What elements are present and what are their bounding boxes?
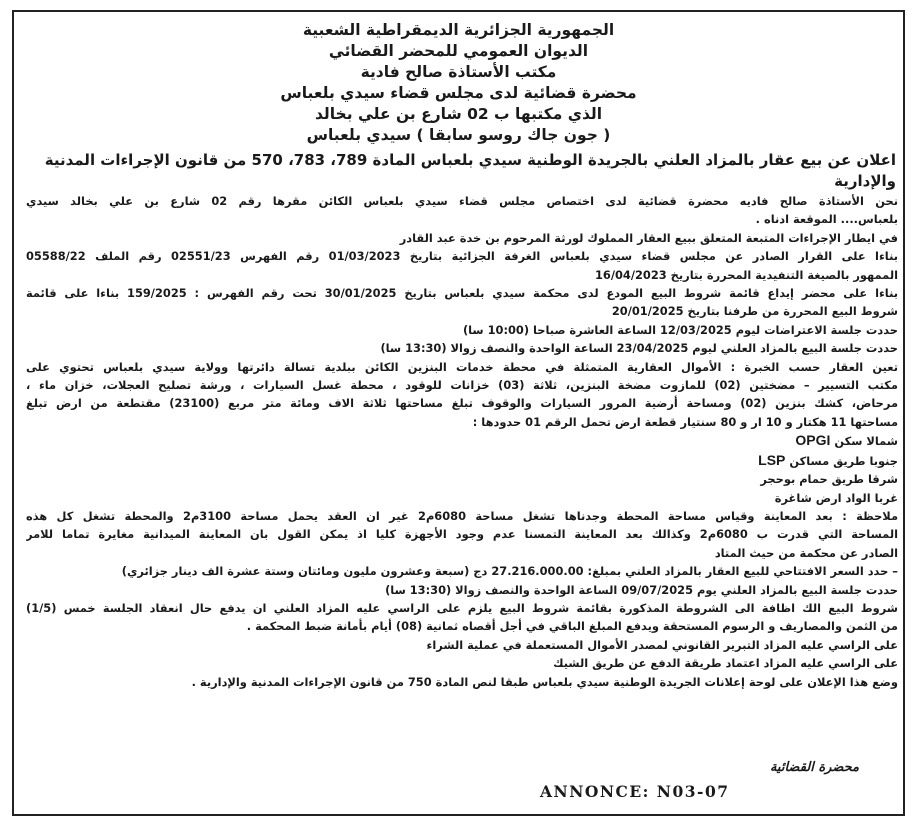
property-line-4: مساحتها 11 هكتار و 10 ار و 80 سنتيار قطعة ارض تحمل الرقم 01 حدودها : bbox=[472, 414, 898, 429]
border-west: غربا الواد ارض شاغرة bbox=[774, 490, 898, 505]
header-bailiff-office: مكتب الأستاذة صالح فادية bbox=[360, 63, 557, 81]
note-line-3: الصادر عن محكمة من حيث المتاد bbox=[714, 545, 898, 560]
border-east: شرقا طريق حمام بوحجر bbox=[760, 472, 898, 487]
border-south bbox=[26, 451, 898, 470]
deposit-line-2: شروط البيع المحررة من طرفنا بتاريخ 20/01/2025 bbox=[611, 304, 898, 319]
border-north bbox=[26, 431, 898, 450]
objection-session-line: حددت جلسة الاعتراضات ليوم 12/03/2025 الساعة العاشرة صباحا (10:00 سا) bbox=[462, 322, 898, 337]
border-south-label: جنوبا طريق مساكن bbox=[789, 453, 898, 468]
border-north-code: OPGI bbox=[795, 432, 831, 449]
announcement-body bbox=[26, 192, 898, 691]
header-office: الديوان العمومي للمحضر القضائي bbox=[328, 42, 589, 60]
header-address: الذي مكتبها ب 02 شارع بن علي بخالد bbox=[314, 105, 603, 123]
sale-session-line-1: حددت جلسة البيع بالمزاد العلني ليوم 23/04/2025 الساعة الواحدة والنصف زوالا (13:30 سا) bbox=[380, 341, 898, 356]
header-republic: الجمهورية الجزائرية الديمقراطية الشعبية bbox=[302, 21, 615, 39]
property-line-1: تعين العقار حسب الخبرة : الأموال العقارية المتمثلة في محطة خدمات البنزين الكائن ببلدية تسالة دائرتها وولاية سيدي بلعباس تحتوي على bbox=[26, 359, 898, 374]
conditions-line-2: من الثمن والمصاريف و الرسوم المستحقة ويدفع المبلغ الباقي في أجل أقصاه ثمانية (08) أيام بأمانة ضبط المحكمة . bbox=[246, 619, 898, 634]
note-line-1: ملاحظة : بعد المعاينة وقياس مساحة المحطة وجدناها تشغل مساحة 6080م2 غير ان العقد يحمل مساحة 3100م2 والمحطة تشغل كل هذه bbox=[26, 508, 898, 523]
property-line-3: مرحاض، كشك بنزين (02) ومساحة أرضية المرور السيارات والوقوف تبلغ مساحتها ثلاثة الاف ومائة متر مربع (23100) مقتطعة من ارض تبلغ bbox=[26, 396, 898, 411]
decision-line-2: الممهور بالصيغة التنفيدية المحررة بتاريخ 16/04/2023 bbox=[594, 267, 898, 282]
framework-line: في ايطار الإجراءات المتبعة المتعلق ببيع العقار المملوك لورثة المرحوم بن خدة عبد القادر bbox=[399, 230, 898, 245]
border-north-label: شمالا سكن bbox=[834, 434, 898, 449]
header-court: محضرة قضائية لدى مجلس قضاء سيدي بلعباس bbox=[280, 84, 637, 102]
header-city: ( جون جاك روسو سابقا ) سيدي بلعباس bbox=[306, 126, 611, 144]
conditions-line-5: وضع هذا الإعلان على لوحة إعلانات الجريدة الوطنية سيدي بلعباس طبقا لنص المادة 750 من قانون الإجراءات المدنية والإدارية . bbox=[191, 674, 898, 689]
sale-session-line-2: حددت جلسة البيع بالمزاد العلني يوم 09/07/2025 الساعة الواحدة والنصف زوالا (13:30 سا) bbox=[385, 582, 898, 597]
announcement-number: ANNONCE: N03-07 bbox=[540, 782, 730, 801]
conditions-line-4: على الراسي عليه المزاد اعتماد طريقة الدفع عن طريق الشيك bbox=[553, 656, 898, 671]
note-line-2: المساحة التي قدرت ب 6080م2 وكذالك بعد المعاينة التمسنا عدم وجود الأجهزة كليا اذ يمكن القول بان المعاينة الميدانية مغايرة تماما للامر bbox=[26, 527, 898, 542]
conditions-line-3: على الراسي عليه المزاد التبرير القانوني لمصدر الأموال المستعملة في عملية الشراء bbox=[426, 637, 898, 652]
intro-line-1: نحن الأستاذة صالح فاديه محضرة قضائية لدى اختصاص مجلس قضاء سيدي بلعباس الكائن مقرها رقم 02 شارع بن علي بخالد سيدي bbox=[26, 194, 898, 208]
deposit-line-1: بناءا على محضر إيداع قائمة شروط البيع المودع لدى محكمة سيدي بلعباس بتاريخ 30/01/2025 تحت رقم الفهرس : 159/2025 بناءا على قائمة bbox=[26, 286, 898, 301]
property-line-2: مكتب التسيير – مضختين (02) للمازوت مضخة البنزين، ثلاثة (03) خزانات للوقود ، محطة غسل السيارات ، ورشة تصليح العجلات، خزان ماء ، bbox=[26, 378, 898, 393]
conditions-line-1: شروط البيع الك اظافة الى الشروطة المذكورة بقائمة شروط البيع يلزم على الراسي عليه المزاد العلني ان يدفع حال انعقاد الجلسة خمس (1/5) bbox=[26, 600, 898, 615]
intro-line-2: بلعباس.... الموقعة ادناه . bbox=[755, 212, 898, 227]
decision-line-1: بناءا على القرار الصادر عن مجلس قضاء سيدي بلعباس الغرفة الجزائية بتاريخ 01/03/2023 رقم الفهرس 02551/23 رقم الملف 05588/22 bbox=[26, 249, 898, 264]
announcement-title: اعلان عن بيع عقار بالمزاد العلني بالجريدة الوطنية سيدي بلعباس المادة 789، 783، 570 من قانون الإجراءات المدنية والإدارية bbox=[44, 151, 896, 190]
opening-price-line: – حدد السعر الافتتاحي للبيع العقار بالمزاد العلني بمبلغ: 27.216.000.00 دج (سبعة وعشرون مليون ومائتان وستة عشرة الف دينار جزائري) bbox=[121, 564, 898, 579]
signature-label: محضرة القضائية bbox=[769, 760, 859, 775]
letterhead bbox=[12, 20, 905, 146]
border-south-code: LSP bbox=[758, 451, 786, 468]
